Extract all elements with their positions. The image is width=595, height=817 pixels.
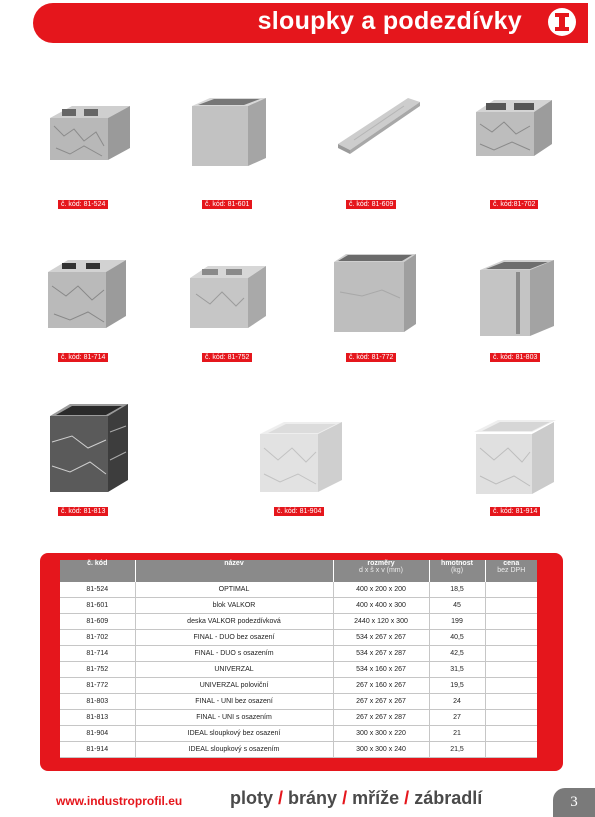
cell-dims: 2440 x 120 x 300 bbox=[333, 614, 429, 630]
page-title: sloupky a podezdívky bbox=[257, 7, 522, 35]
cell-price bbox=[485, 582, 537, 598]
product-code-label: č. kód: 81-772 bbox=[346, 353, 396, 362]
cell-dims: 267 x 267 x 287 bbox=[333, 710, 429, 726]
cell-code: 81-714 bbox=[60, 646, 135, 662]
cell-price bbox=[485, 662, 537, 678]
cell-price bbox=[485, 614, 537, 630]
cell-code: 81-813 bbox=[60, 710, 135, 726]
column-header-dimensions: rozměry d x š x v (mm) bbox=[333, 560, 429, 582]
cell-weight: 42,5 bbox=[429, 646, 485, 662]
product-image-81-803 bbox=[476, 256, 558, 338]
cell-weight: 40,5 bbox=[429, 630, 485, 646]
product-image-81-702 bbox=[472, 96, 554, 162]
cell-price bbox=[485, 646, 537, 662]
product-code-label: č. kód: 81-524 bbox=[58, 200, 108, 209]
cell-code: 81-803 bbox=[60, 694, 135, 710]
cell-dims: 534 x 267 x 267 bbox=[333, 630, 429, 646]
table-row bbox=[60, 582, 537, 598]
product-image-81-714 bbox=[44, 256, 128, 332]
table-row bbox=[60, 710, 537, 726]
cell-price bbox=[485, 742, 537, 758]
cell-weight: 199 bbox=[429, 614, 485, 630]
table-header-row bbox=[60, 560, 537, 582]
table-row bbox=[60, 694, 537, 710]
website-link[interactable]: www.industroprofil.eu bbox=[56, 794, 183, 808]
tagline-separator: / bbox=[404, 788, 410, 808]
product-image-81-914 bbox=[472, 416, 558, 496]
cell-name: blok VALKOR bbox=[135, 598, 333, 614]
column-header-price: cena bez DPH bbox=[485, 560, 537, 582]
table-row bbox=[60, 662, 537, 678]
cell-name: UNIVERZAL poloviční bbox=[135, 678, 333, 694]
cell-name: FINAL - UNI s osazením bbox=[135, 710, 333, 726]
cell-price bbox=[485, 726, 537, 742]
product-image-81-601 bbox=[188, 96, 270, 168]
industroprofil-logo-icon bbox=[548, 8, 576, 36]
cell-price bbox=[485, 598, 537, 614]
cell-name: IDEAL sloupkový s osazením bbox=[135, 742, 333, 758]
cell-name: IDEAL sloupkový bez osazení bbox=[135, 726, 333, 742]
product-code-label: č. kód: 81-904 bbox=[274, 507, 324, 516]
column-header-name: název bbox=[135, 560, 333, 582]
footer-tagline bbox=[230, 788, 482, 809]
cell-weight: 18,5 bbox=[429, 582, 485, 598]
cell-code: 81-702 bbox=[60, 630, 135, 646]
cell-weight: 21,5 bbox=[429, 742, 485, 758]
cell-code: 81-914 bbox=[60, 742, 135, 758]
cell-dims: 534 x 267 x 287 bbox=[333, 646, 429, 662]
product-code-label: č. kód: 81-813 bbox=[58, 507, 108, 516]
cell-name: FINAL - DUO bez osazení bbox=[135, 630, 333, 646]
column-header-code: č. kód bbox=[60, 560, 135, 582]
table-row bbox=[60, 726, 537, 742]
product-image-81-813 bbox=[46, 402, 130, 494]
product-code-label: č. kód: 81-914 bbox=[490, 507, 540, 516]
cell-name: FINAL - DUO s osazením bbox=[135, 646, 333, 662]
tagline-word: ploty bbox=[230, 788, 273, 808]
cell-dims: 400 x 400 x 300 bbox=[333, 598, 429, 614]
cell-code: 81-609 bbox=[60, 614, 135, 630]
cell-dims: 300 x 300 x 220 bbox=[333, 726, 429, 742]
cell-dims: 267 x 267 x 267 bbox=[333, 694, 429, 710]
cell-code: 81-772 bbox=[60, 678, 135, 694]
product-image-81-609 bbox=[334, 96, 422, 156]
table-row bbox=[60, 678, 537, 694]
header-banner bbox=[33, 3, 588, 43]
tagline-separator: / bbox=[342, 788, 348, 808]
product-code-label: č. kód: 81-714 bbox=[58, 353, 108, 362]
product-table-panel bbox=[40, 553, 563, 771]
cell-price bbox=[485, 710, 537, 726]
table-row bbox=[60, 742, 537, 758]
cell-dims: 267 x 160 x 267 bbox=[333, 678, 429, 694]
tagline-separator: / bbox=[278, 788, 284, 808]
cell-name: FINAL - UNI bez osazení bbox=[135, 694, 333, 710]
cell-weight: 24 bbox=[429, 694, 485, 710]
table-row bbox=[60, 598, 537, 614]
table-row bbox=[60, 646, 537, 662]
cell-code: 81-601 bbox=[60, 598, 135, 614]
table-row bbox=[60, 630, 537, 646]
cell-dims: 534 x 160 x 267 bbox=[333, 662, 429, 678]
table-row bbox=[60, 614, 537, 630]
cell-price bbox=[485, 678, 537, 694]
tagline-word: zábradlí bbox=[414, 788, 483, 808]
cell-code: 81-524 bbox=[60, 582, 135, 598]
page-number: 3 bbox=[553, 788, 595, 817]
product-image-81-524 bbox=[44, 96, 134, 164]
cell-name: UNIVERZAL bbox=[135, 662, 333, 678]
cell-dims: 300 x 300 x 240 bbox=[333, 742, 429, 758]
product-code-label: č. kód: 81-601 bbox=[202, 200, 252, 209]
product-code-label: č. kód: 81-609 bbox=[346, 200, 396, 209]
column-header-weight: hmotnost (kg) bbox=[429, 560, 485, 582]
tagline-word: mříže bbox=[352, 788, 400, 808]
product-code-label: č. kód: 81-752 bbox=[202, 353, 252, 362]
product-code-label: č. kód: 81-803 bbox=[490, 353, 540, 362]
cell-weight: 45 bbox=[429, 598, 485, 614]
cell-name: deska VALKOR podezdívková bbox=[135, 614, 333, 630]
product-spec-table bbox=[60, 560, 537, 758]
cell-name: OPTIMAL bbox=[135, 582, 333, 598]
cell-price bbox=[485, 630, 537, 646]
product-image-81-752 bbox=[186, 262, 268, 332]
cell-weight: 27 bbox=[429, 710, 485, 726]
cell-price bbox=[485, 694, 537, 710]
cell-code: 81-904 bbox=[60, 726, 135, 742]
cell-code: 81-752 bbox=[60, 662, 135, 678]
cell-weight: 21 bbox=[429, 726, 485, 742]
cell-dims: 400 x 200 x 200 bbox=[333, 582, 429, 598]
product-image-81-904 bbox=[256, 418, 346, 494]
product-code-label: č. kód:81-702 bbox=[490, 200, 538, 209]
tagline-word: brány bbox=[288, 788, 338, 808]
cell-weight: 31,5 bbox=[429, 662, 485, 678]
cell-weight: 19,5 bbox=[429, 678, 485, 694]
product-image-81-772 bbox=[332, 252, 418, 334]
